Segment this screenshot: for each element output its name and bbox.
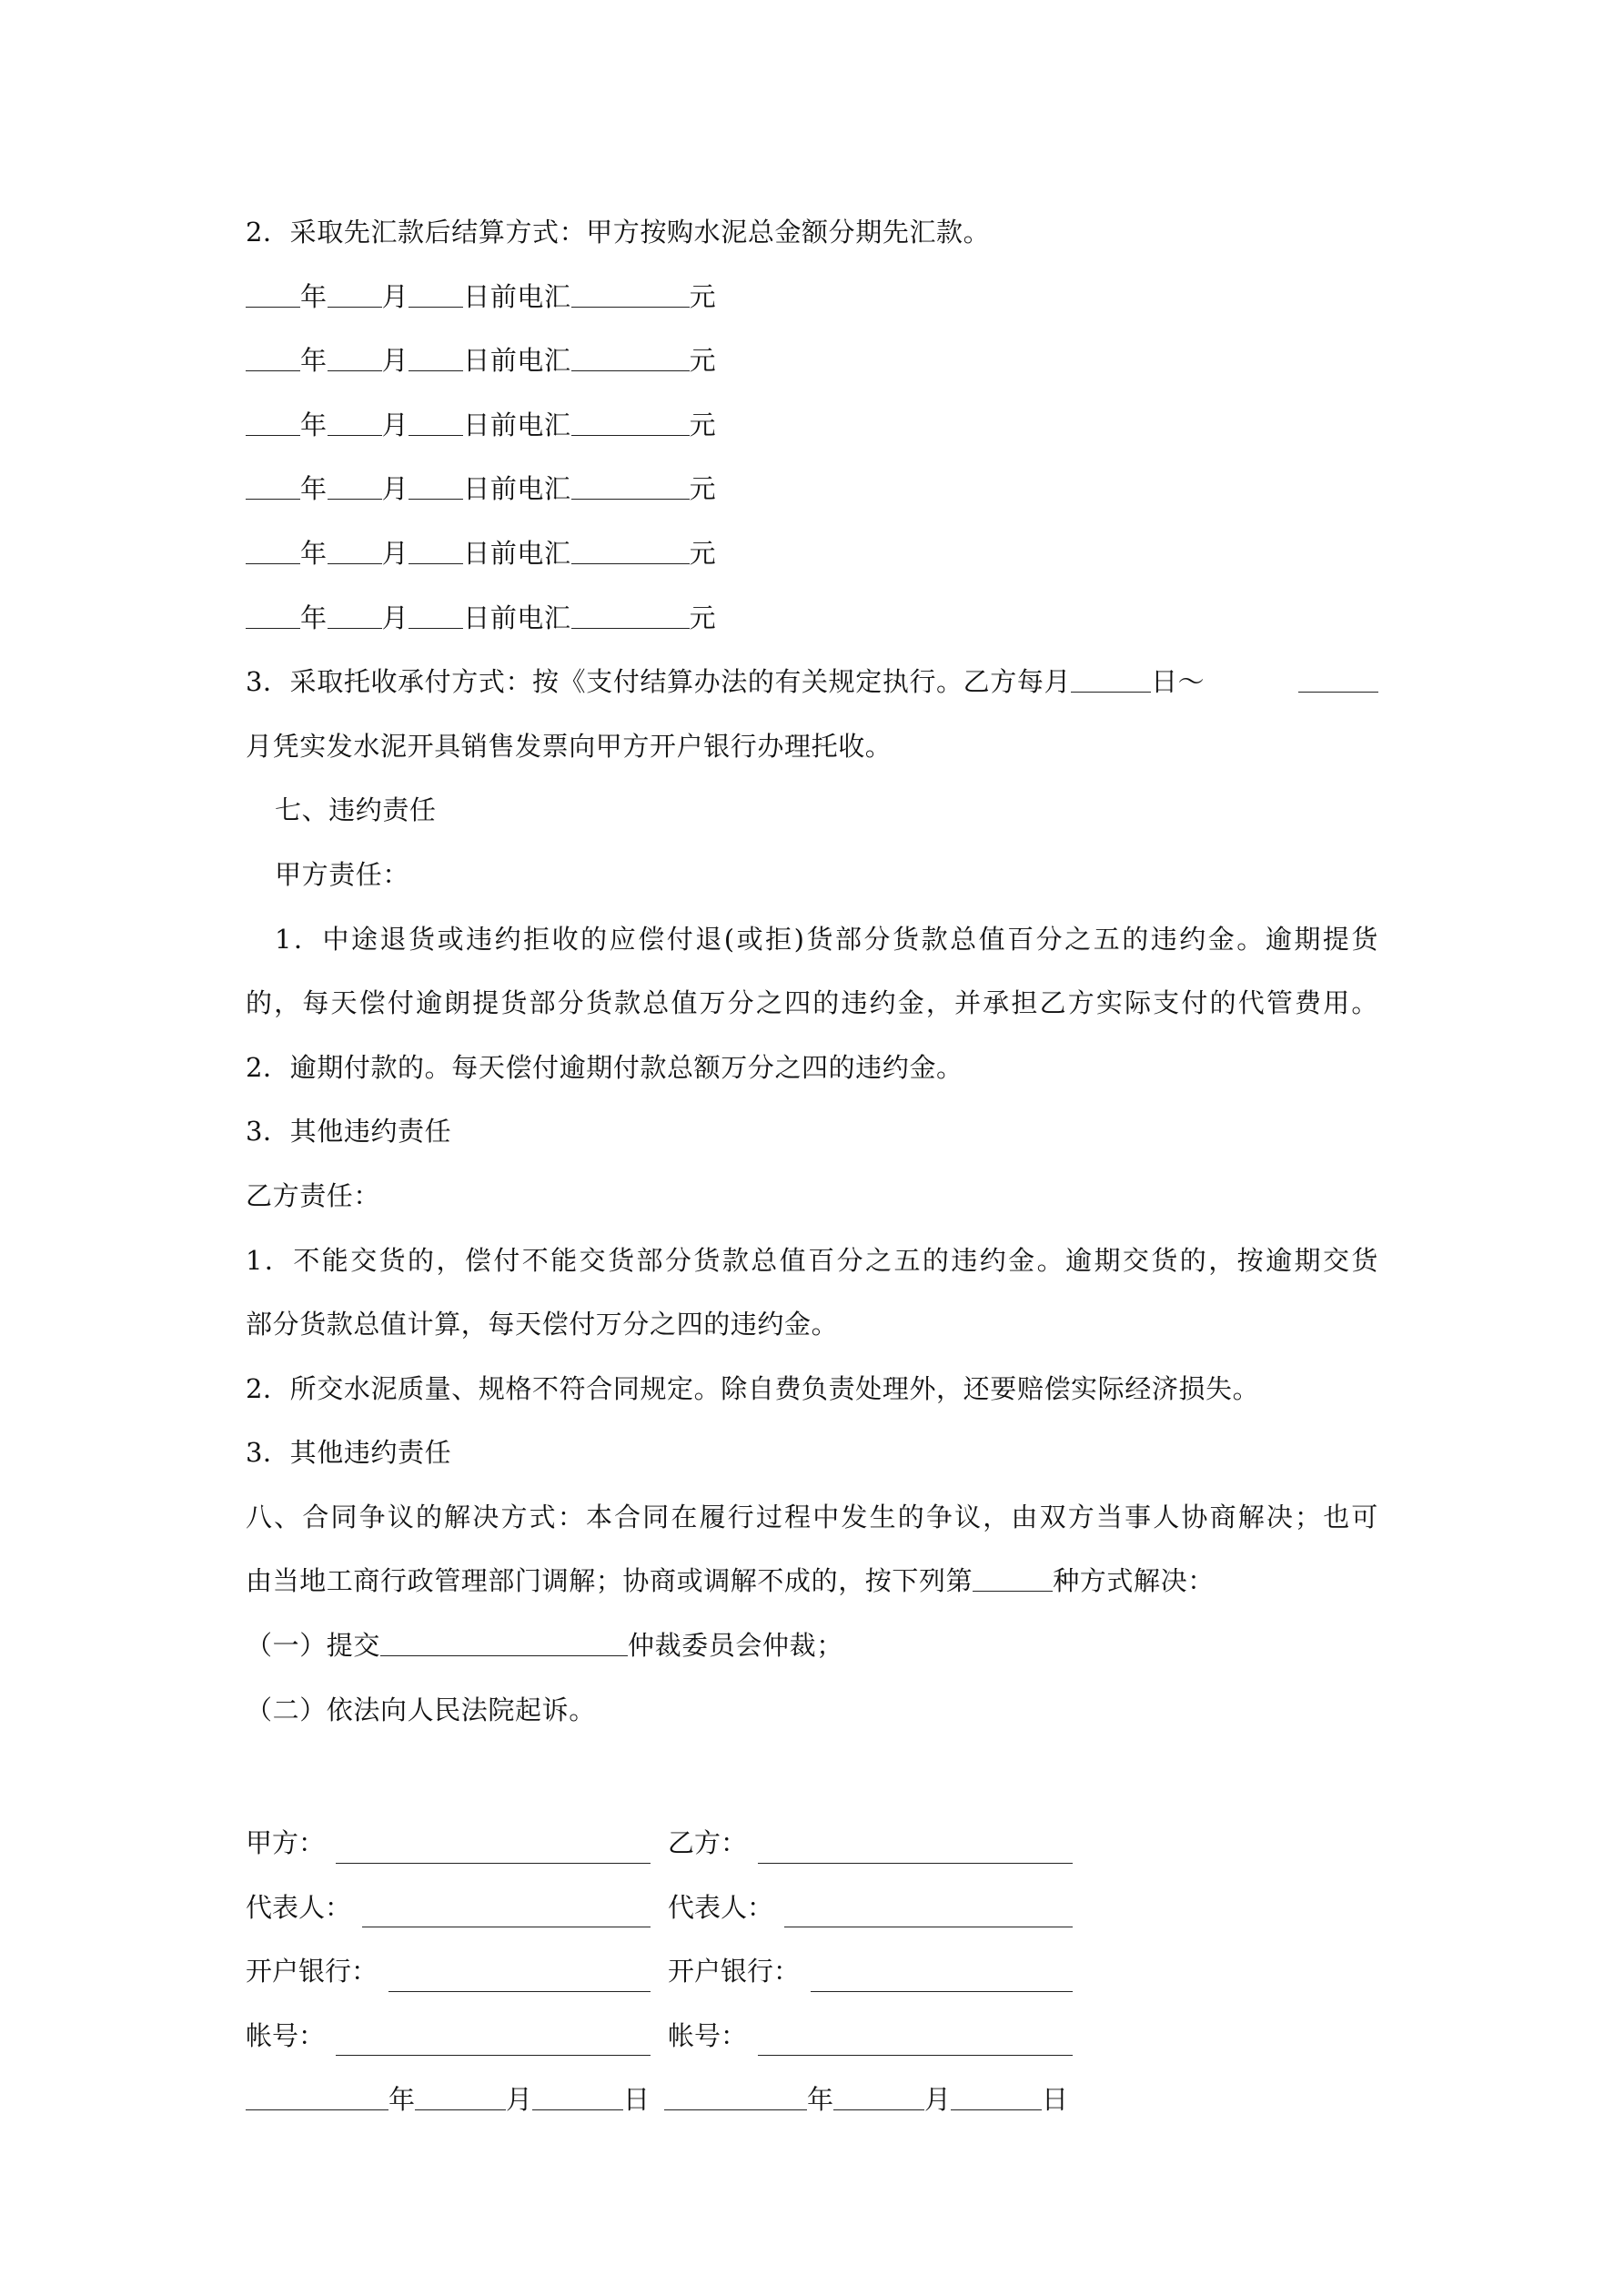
resolution-method-blank[interactable]: [973, 1569, 1053, 1592]
year-label: 年: [300, 409, 328, 440]
party-a-item-1-line-2: 的，每天偿付逾朗提货部分货款总值万分之四的违约金，并承担乙方实际支付的代管费用。: [246, 987, 1378, 1019]
amount-blank[interactable]: [571, 413, 690, 436]
party-a-rep-cell: [246, 1876, 651, 1940]
party-b-bank-field[interactable]: [811, 1969, 1073, 1992]
party-b-bank-cell: [668, 1939, 1073, 2004]
remit-label: 日前电汇: [463, 602, 571, 633]
party-b-year-blank[interactable]: [664, 2088, 807, 2110]
party-b-account-field[interactable]: [758, 2033, 1073, 2056]
month-label: 月: [381, 473, 409, 505]
collection-day-label: 日～: [1151, 666, 1205, 698]
party-b-label: 乙方：: [668, 1827, 748, 1858]
party-b-item-1-line-2: 部分货款总值计算，每天偿付万分之四的违约金。: [246, 1309, 839, 1340]
party-a-item-1-line-1: 1．中途退货或违约拒收的应偿付退(或拒)货部分货款总值百分之五的违约金。逾期提货: [275, 923, 1378, 955]
party-b-item-1-line-1: 1．不能交货的，偿付不能交货部分货款总值百分之五的违约金。逾期交货的，按逾期交货: [246, 1244, 1378, 1276]
party-a-bank-cell: [246, 1939, 651, 2004]
section-7-title: [246, 778, 1378, 843]
party-a-item-2: 2．逾期付款的。每天偿付逾期付款总额万分之四的违约金。: [246, 1051, 963, 1083]
option-court: [246, 1678, 1378, 1743]
party-a-rep-field[interactable]: [362, 1905, 651, 1927]
unit-label: 元: [689, 280, 717, 312]
party-a-year-blank[interactable]: [246, 2088, 388, 2110]
payment-method-3-line2-text: 月凭实发水泥开具销售发票向甲方开户银行办理托收。: [246, 730, 893, 762]
day-blank[interactable]: [409, 477, 463, 500]
party-a-responsibility-title: [246, 843, 1378, 907]
party-a-month-blank[interactable]: [415, 2088, 506, 2110]
payment-method-2: [246, 200, 1378, 265]
remit-label: 日前电汇: [463, 409, 571, 440]
day-blank[interactable]: [409, 413, 463, 436]
amount-blank[interactable]: [571, 349, 690, 371]
year-blank[interactable]: [246, 285, 300, 308]
party-b-month-blank[interactable]: [833, 2088, 924, 2110]
payment-method-3-text: 3．采取托收承付方式：按《支付结算办法的有关规定执行。乙方每月: [246, 666, 1072, 698]
party-b-item-2: 2．所交水泥质量、规格不符合同规定。除自费负责处理外，还要赔偿实际经济损失。: [246, 1372, 1260, 1404]
month-label: 月: [381, 409, 409, 440]
month-blank[interactable]: [328, 606, 382, 629]
unit-label: 元: [689, 473, 717, 505]
collection-end-day-blank[interactable]: [1298, 670, 1378, 693]
month-label: 月: [381, 602, 409, 633]
party-b-responsibility-title: 乙方责任：: [246, 1179, 381, 1211]
year-label: 年: [300, 345, 328, 377]
party-b-cell: [668, 1811, 1073, 1876]
month-blank[interactable]: [328, 541, 382, 564]
year-blank[interactable]: [246, 477, 300, 500]
section-8-line-2: [246, 1549, 1378, 1613]
party-a-date: [246, 2068, 650, 2132]
party-b-field[interactable]: [758, 1841, 1073, 1864]
party-b-date: [664, 2068, 1068, 2132]
arbitration-committee-blank[interactable]: [380, 1633, 628, 1656]
party-a-cell: [246, 1811, 651, 1876]
year-blank[interactable]: [246, 541, 300, 564]
year-label: 年: [300, 280, 328, 312]
section-8-line-2-text: 由当地工商行政管理部门调解；协商或调解不成的，按下列第: [246, 1565, 973, 1597]
amount-blank[interactable]: [571, 285, 690, 308]
unit-label: 元: [689, 602, 717, 633]
remit-row: [246, 521, 1378, 586]
party-a-item-3: 3．其他违约责任: [246, 1116, 452, 1148]
section-7-heading: 七、违约责任: [275, 794, 437, 826]
month-blank[interactable]: [328, 285, 382, 308]
payment-method-3-line1: [246, 650, 1378, 714]
signature-block: [246, 1811, 1083, 2132]
unit-label: 元: [689, 537, 717, 569]
amount-blank[interactable]: [571, 541, 690, 564]
account-row: [246, 2004, 1083, 2068]
month-blank[interactable]: [328, 349, 382, 371]
year-label: 年: [300, 473, 328, 505]
option-arbitration: [246, 1613, 1378, 1678]
party-a-account-field[interactable]: [336, 2033, 651, 2056]
remit-label: 日前电汇: [463, 537, 571, 569]
option-2-text: （二）依法向人民法院起诉。: [246, 1694, 596, 1725]
payment-method-2-text: 2．采取先汇款后结算方式：甲方按购水泥总金额分期先汇款。: [246, 217, 991, 248]
month-blank[interactable]: [328, 413, 382, 436]
party-a-bank-label: 开户银行：: [246, 1956, 378, 1987]
date-row: [246, 2068, 1083, 2132]
party-a-bank-field[interactable]: [388, 1969, 651, 1992]
remit-row: [246, 265, 1378, 329]
payment-method-3-line2: [246, 714, 1378, 779]
year-blank[interactable]: [246, 413, 300, 436]
year-blank[interactable]: [246, 349, 300, 371]
month-label: 月: [381, 280, 409, 312]
section-8-line-1: 八、合同争议的解决方式：本合同在履行过程中发生的争议，由双方当事人协商解决；也可: [246, 1501, 1378, 1532]
party-a-rep-label: 代表人：: [246, 1891, 352, 1923]
party-b-account-label: 帐号：: [668, 2019, 748, 2051]
day-blank[interactable]: [409, 606, 463, 629]
party-a-responsibility-heading: 甲方责任：: [275, 858, 410, 890]
party-b-bank-label: 开户银行：: [668, 1956, 801, 1987]
party-b-rep-cell: [668, 1876, 1073, 1940]
year-label: 年: [807, 2084, 834, 2115]
remit-label: 日前电汇: [463, 473, 571, 505]
month-label: 月: [506, 2084, 533, 2115]
remit-row: [246, 586, 1378, 651]
contract-body: [246, 200, 1378, 1742]
party-b-item-3: 3．其他违约责任: [246, 1437, 452, 1469]
day-blank[interactable]: [409, 285, 463, 308]
year-label: 年: [300, 537, 328, 569]
month-label: 月: [381, 537, 409, 569]
year-label: 年: [300, 602, 328, 633]
party-b-account-cell: [668, 2004, 1073, 2068]
option-1-prefix: （一）提交: [246, 1630, 381, 1662]
day-label: 日: [1042, 2084, 1069, 2115]
month-blank[interactable]: [328, 477, 382, 500]
party-row: [246, 1811, 1083, 1876]
month-label: 月: [381, 345, 409, 377]
year-label: 年: [388, 2084, 416, 2115]
bank-row: [246, 1939, 1083, 2004]
remit-label: 日前电汇: [463, 280, 571, 312]
year-blank[interactable]: [246, 606, 300, 629]
remit-row: [246, 329, 1378, 393]
unit-label: 元: [689, 409, 717, 440]
party-a-field[interactable]: [336, 1841, 651, 1864]
party-b-rep-field[interactable]: [784, 1905, 1073, 1927]
representative-row: [246, 1876, 1083, 1940]
party-b-day-blank[interactable]: [951, 2088, 1042, 2110]
option-1-suffix: 仲裁委员会仲裁；: [628, 1630, 843, 1662]
day-blank[interactable]: [409, 541, 463, 564]
remit-row: [246, 393, 1378, 458]
day-label: 日: [623, 2084, 651, 2115]
remit-row: [246, 457, 1378, 521]
party-a-account-cell: [246, 2004, 651, 2068]
party-a-account-label: 帐号：: [246, 2019, 326, 2051]
party-a-label: 甲方：: [246, 1827, 326, 1858]
party-a-day-blank[interactable]: [532, 2088, 623, 2110]
amount-blank[interactable]: [571, 477, 690, 500]
day-blank[interactable]: [409, 349, 463, 371]
amount-blank[interactable]: [571, 606, 690, 629]
section-8-line-2-tail: 种方式解决：: [1053, 1565, 1215, 1597]
unit-label: 元: [689, 345, 717, 377]
party-b-rep-label: 代表人：: [668, 1891, 774, 1923]
collection-start-day-blank[interactable]: [1071, 670, 1151, 693]
month-label: 月: [924, 2084, 952, 2115]
remit-label: 日前电汇: [463, 345, 571, 377]
